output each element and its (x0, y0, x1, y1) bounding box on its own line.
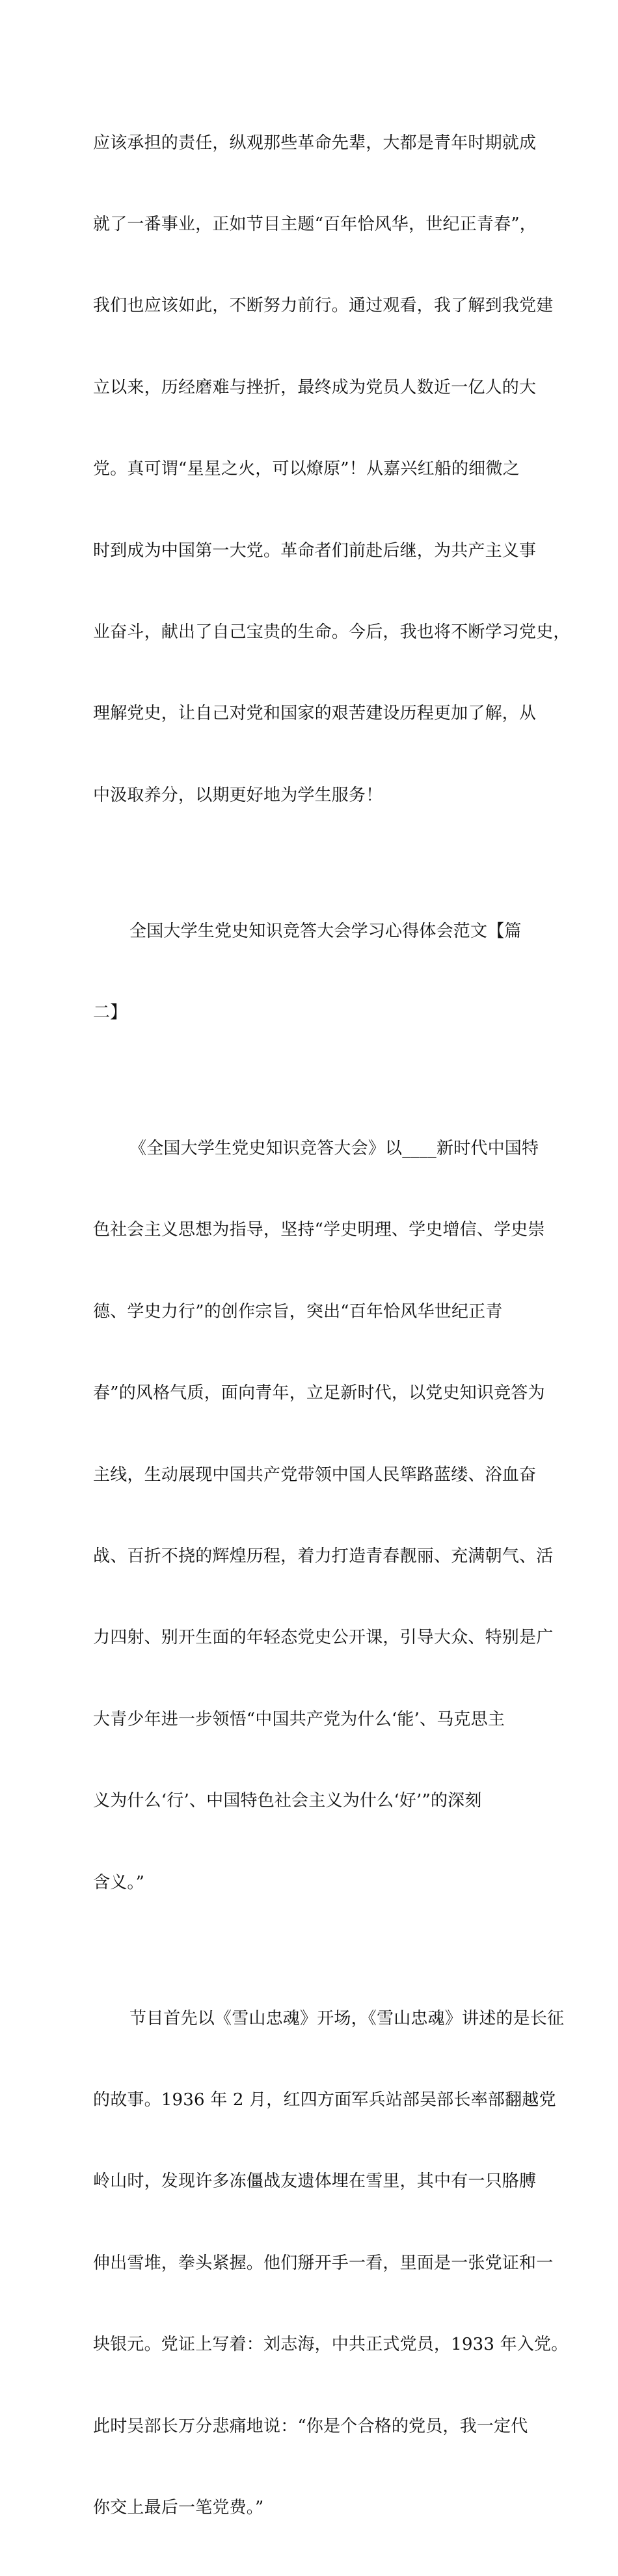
text-line: 立以来，历经磨难与挫折，最终成为党员人数近一亿人的大 (93, 377, 537, 397)
text-line: 伸出雪堆，拳头紧握。他们掰开手一看，里面是一张党证和一 (93, 2253, 554, 2273)
text-line: 战、百折不挠的辉煌历程，着力打造青春靓丽、充满朝气、活 (93, 1547, 554, 1567)
text-line: 《全国大学生党史知识竞答大会》以____新时代中国特 (129, 1139, 539, 1159)
text-line: 岭山时，发现许多冻僵战友遗体埋在雪里，其中有一只胳膊 (93, 2171, 537, 2192)
text-line: 德、学史力行”的创作宗旨，突出“百年恰风华世纪正青 (93, 1301, 503, 1321)
text-line: 中汲取养分，以期更好地为学生服务！ (93, 785, 383, 805)
paragraph-3 (93, 1951, 569, 2576)
text-line: 的故事。1936 年 2 月，红四方面军兵站部吴部长率部翻越党 (93, 2090, 556, 2110)
text-line: 春”的风格气质，面向青年，立足新时代，以党史知识竞答为 (93, 1383, 545, 1403)
document-body (93, 75, 571, 2576)
text-line: 力四射、别开生面的年轻态党史公开课，引导大众、特别是广 (93, 1628, 554, 1648)
text-line: 含义。” (93, 1872, 145, 1892)
text-line: 义为什么‘行’、中国特色社会主义为什么‘好’”的深刻 (93, 1791, 482, 1811)
text-line: 主线，生动展现中国共产党带领中国人民筚路蓝缕、浴血奋 (93, 1465, 537, 1485)
text-line: 此时吴部长万分悲痛地说：“你是个合格的党员，我一定代 (93, 2416, 528, 2436)
text-line: 业奋斗，献出了自己宝贵的生命。今后，我也将不断学习党史， (93, 622, 571, 642)
text-line: 党。真可谓“星星之火，可以燎原”！从嘉兴红船的细微之 (93, 459, 520, 479)
paragraph-1 (93, 75, 571, 864)
text-line: 理解党史，让自己对党和国家的艰苦建设历程更加了解，从 (93, 704, 537, 724)
text-line: 大青少年进一步领悟“中国共产党为什么‘能’、马克思主 (93, 1709, 505, 1729)
text-line: 节目首先以《雪山忠魂》开场，《雪山忠魂》讲述的是长征 (129, 2008, 565, 2028)
text-line: 就了一番事业，正如节目主题“百年恰风华，世纪正青春”， (93, 214, 537, 234)
heading-line: 全国大学生党史知识竞答大会学习心得体会范文【篇 (129, 921, 522, 941)
text-line: 块银元。党证上写着：刘志海，中共正式党员，1933 年入党。 (93, 2335, 569, 2355)
text-line: 色社会主义思想为指导，坚持“学史明理、学史增信、学史崇 (93, 1220, 545, 1240)
paragraph-2 (93, 1081, 554, 1951)
heading-line: 二】 (93, 1003, 128, 1023)
text-line: 应该承担的责任，纵观那些革命先辈，大都是青年时期就成 (93, 133, 537, 153)
text-line: 你交上最后一笔党费。” (93, 2497, 264, 2517)
section-heading (93, 864, 535, 1081)
text-line: 我们也应该如此，不断努力前行。通过观看，我了解到我党建 (93, 296, 554, 316)
text-line: 时到成为中国第一大党。革命者们前赴后继，为共产主义事 (93, 540, 537, 561)
